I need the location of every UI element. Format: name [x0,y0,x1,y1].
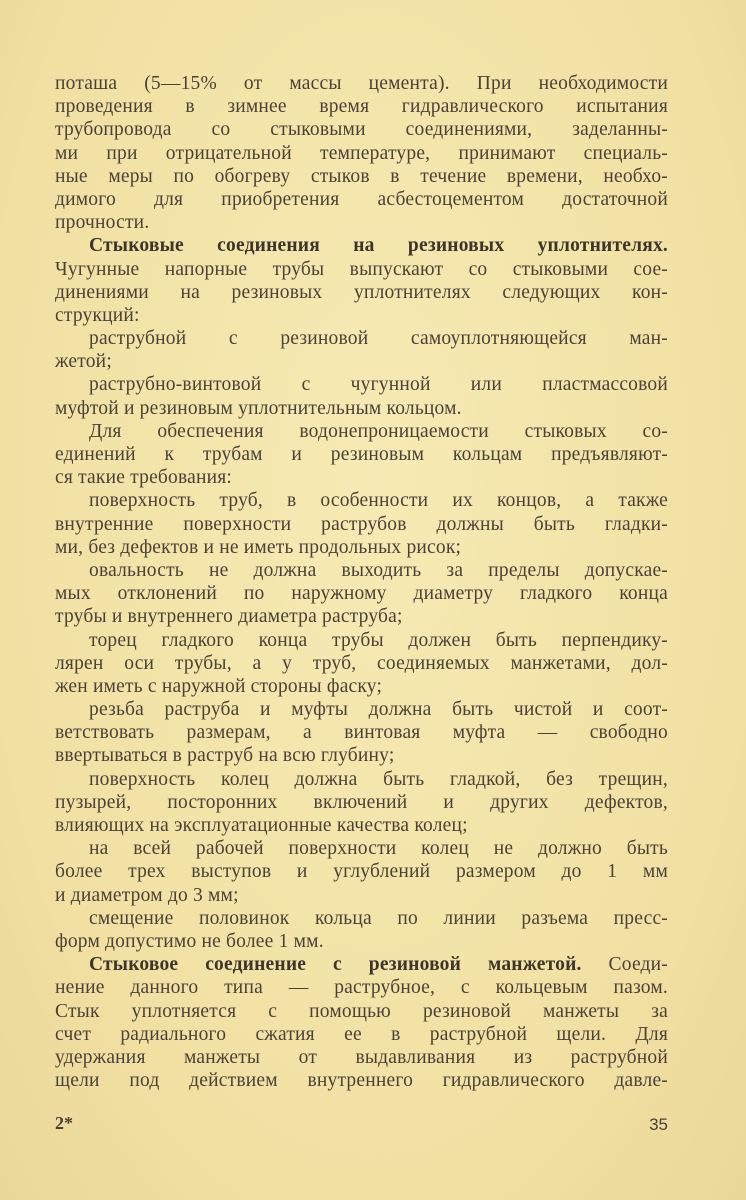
text-line: более трех выступов и углублений размером до 1 мм [55,861,668,883]
text-line: удержания манжеты от выдавливания из раструбной [55,1046,668,1068]
page-body [55,72,668,1092]
page-footer [55,1113,668,1137]
text-line: ся такие требования: [55,467,233,489]
text-line: димого для приобретения асбестоцементом достаточной [55,188,668,210]
text-line: муфтой и резиновым уплотнительным кольцом. [55,397,462,419]
text-line: на всей рабочей поверхности колец не должно быть [89,838,668,860]
text-line: динениями на резиновых уплотнителях следующих кон- [55,281,668,303]
text-line: поверхность труб, в особенности их концов, а также [89,490,668,512]
text-line: овальность не должна выходить за пределы допускае- [89,559,668,581]
text-line: Для обеспечения водонепроницаемости стыковых со- [89,420,668,442]
text-line: струкций: [55,304,140,326]
text-line: Стык уплотняется с помощью резиновой манжеты за [55,1000,668,1022]
text-line [55,953,668,976]
body-text: Соеди- [608,954,668,976]
text-line: трубопровода со стыковыми соединениями, заделанны- [55,119,668,141]
text-line: ми, без дефектов и не иметь продольных рисок; [55,536,462,558]
text-line: пузырей, посторонних включений и других дефектов, [55,791,668,813]
text-line: нение данного типа — раструбное, с кольцевым пазом. [55,977,668,999]
text-line: и диаметром до 3 мм; [55,884,239,906]
text-line: торец гладкого конца трубы должен быть перпендику- [89,629,668,651]
text-line: проведения в зимнее время гидравлического испытания [55,96,668,118]
text-line: лярен оси трубы, а у труб, соединяемых манжетами, дол- [55,652,668,674]
text-line: ми при отрицательной температуре, принимают специаль- [55,142,668,164]
text-line: прочности. [55,212,150,234]
text-line: щели под действием внутреннего гидравлического давле- [55,1070,668,1092]
text-line: внутренние поверхности раструбов должны быть гладки- [55,513,668,535]
text-line: поташа (5—15% от массы цемента). При необходимости [55,73,668,94]
text-line: раструбно-винтовой с чугунной или пластмассовой [89,374,668,396]
text-line: мых отклонений по наружному диаметру гладкого конца [55,583,668,605]
text-line: единений к трубам и резиновым кольцам предъявляют- [55,444,668,465]
text-line: трубы и внутреннего диаметра раструба; [55,606,403,628]
text-line: влияющих на эксплуатационные качества колец; [55,815,468,836]
text-line: форм допустимо не более 1 мм. [55,930,324,952]
text-line: жен иметь с наружной стороны фаску; [55,675,383,697]
text-line: смещение половинок кольца по линии разъема пресс- [89,907,668,929]
text-line: поверхность колец должна быть гладкой, без трещин, [89,768,668,790]
signature-mark: 2* [55,1113,73,1133]
text-line: жетой; [55,351,112,373]
text-line: ветствовать размерам, а винтовая муфта — свободно [55,722,668,744]
text-line: ввертываться в раструб на всю глубину; [55,745,395,767]
text-line: счет радиального сжатия ее в раструбной щели. Для [55,1023,668,1045]
section-heading: Стыковое соединение с резиновой манжетой. [89,954,609,976]
text-line: резьба раструба и муфты должна быть чистой и соот- [89,699,668,721]
text-line: ные меры по обогреву стыков в течение времени, необхо- [55,165,668,187]
section-heading: Стыковые соединения на резиновых уплотнителях. [89,235,668,257]
text-line: Чугунные напорные трубы выпускают со стыковыми сое- [55,258,668,280]
page-number: 35 [649,1115,668,1134]
text-line: раструбной с резиновой самоуплотняющейся ман- [89,328,668,350]
